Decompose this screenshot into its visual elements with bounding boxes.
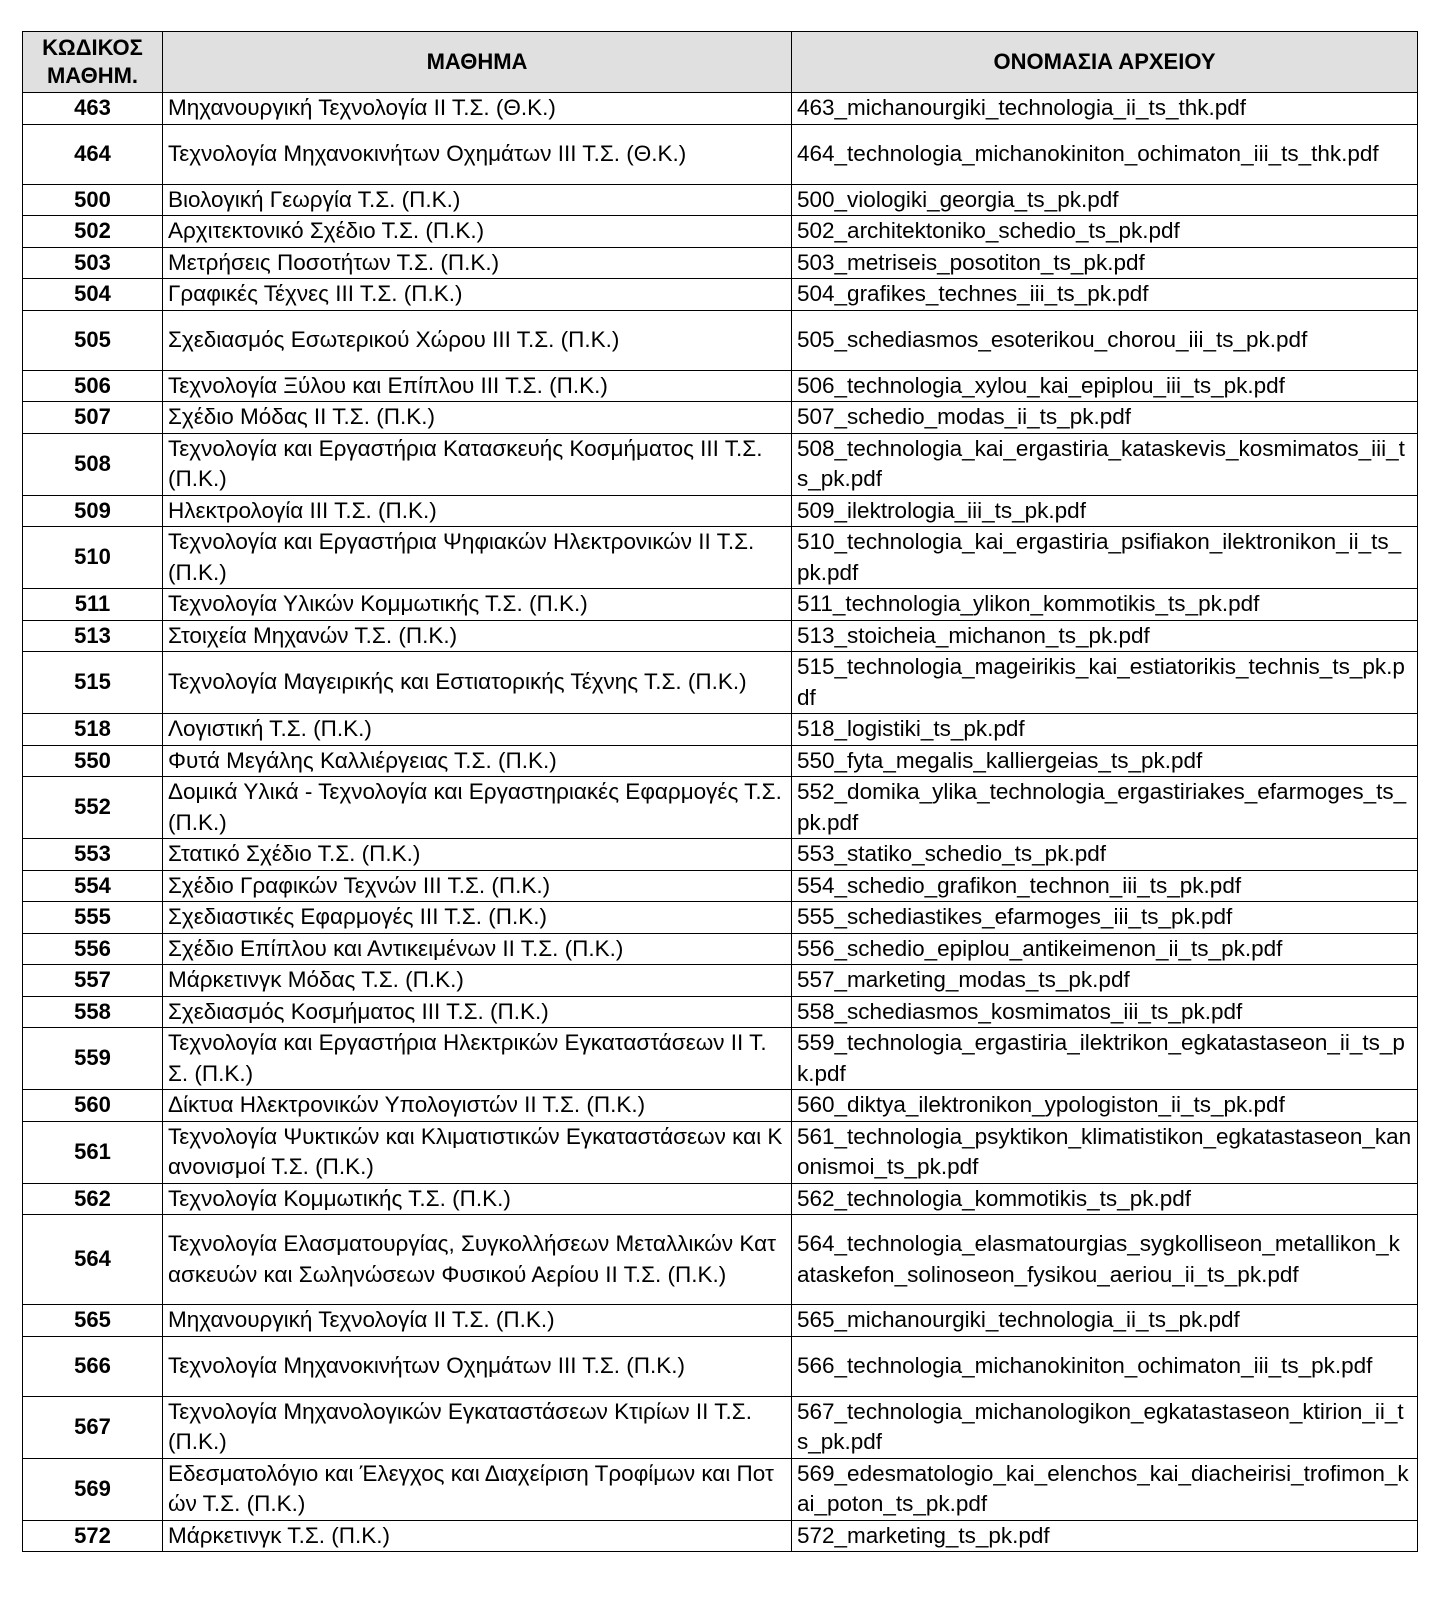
cell-course: Εδεσματολόγιο και Έλεγχος και Διαχείριση Τροφίμων και Ποτών Τ.Σ. (Π.Κ.) [163, 1458, 792, 1520]
cell-filename: 572_marketing_ts_pk.pdf [792, 1520, 1418, 1552]
cell-filename: 463_michanourgiki_technologia_ii_ts_thk.pdf [792, 93, 1418, 125]
table-row [23, 652, 1418, 714]
cell-code: 518 [23, 714, 163, 746]
cell-filename: 559_technologia_ergastiria_ilektrikon_egkatastaseon_ii_ts_pk.pdf [792, 1028, 1418, 1090]
table-row [23, 402, 1418, 434]
cell-code: 560 [23, 1090, 163, 1122]
cell-course: Αρχιτεκτονικό Σχέδιο Τ.Σ. (Π.Κ.) [163, 216, 792, 248]
cell-filename: 569_edesmatologio_kai_elenchos_kai_diacheirisi_trofimon_kai_poton_ts_pk.pdf [792, 1458, 1418, 1520]
table-row [23, 620, 1418, 652]
cell-code: 509 [23, 495, 163, 527]
cell-filename: 515_technologia_mageirikis_kai_estiatorikis_technis_ts_pk.pdf [792, 652, 1418, 714]
table-row [23, 714, 1418, 746]
table-row [23, 93, 1418, 125]
cell-code: 557 [23, 965, 163, 997]
cell-filename: 509_ilektrologia_iii_ts_pk.pdf [792, 495, 1418, 527]
cell-code: 558 [23, 996, 163, 1028]
cell-code: 463 [23, 93, 163, 125]
table-row [23, 1121, 1418, 1183]
cell-code: 569 [23, 1458, 163, 1520]
cell-course: Φυτά Μεγάλης Καλλιέργειας Τ.Σ. (Π.Κ.) [163, 745, 792, 777]
cell-course: Σχεδιαστικές Εφαρμογές ΙΙΙ Τ.Σ. (Π.Κ.) [163, 902, 792, 934]
cell-filename: 505_schediasmos_esoterikou_chorou_iii_ts_pk.pdf [792, 310, 1418, 370]
table-row [23, 870, 1418, 902]
cell-code: 505 [23, 310, 163, 370]
cell-code: 510 [23, 527, 163, 589]
cell-filename: 464_technologia_michanokiniton_ochimaton_iii_ts_thk.pdf [792, 124, 1418, 184]
table-row [23, 1458, 1418, 1520]
cell-filename: 508_technologia_kai_ergastiria_kataskevis_kosmimatos_iii_ts_pk.pdf [792, 433, 1418, 495]
cell-filename: 567_technologia_michanologikon_egkatastaseon_ktirion_ii_ts_pk.pdf [792, 1396, 1418, 1458]
table-row [23, 1183, 1418, 1215]
cell-filename: 513_stoicheia_michanon_ts_pk.pdf [792, 620, 1418, 652]
table-row [23, 216, 1418, 248]
cell-course: Σχέδιο Γραφικών Τεχνών ΙΙΙ Τ.Σ. (Π.Κ.) [163, 870, 792, 902]
table-row [23, 965, 1418, 997]
table-row [23, 1520, 1418, 1552]
cell-filename: 503_metriseis_posotiton_ts_pk.pdf [792, 247, 1418, 279]
table-row [23, 279, 1418, 311]
cell-code: 502 [23, 216, 163, 248]
table-row [23, 1215, 1418, 1305]
cell-filename: 566_technologia_michanokiniton_ochimaton_iii_ts_pk.pdf [792, 1336, 1418, 1396]
cell-code: 564 [23, 1215, 163, 1305]
cell-code: 500 [23, 184, 163, 216]
cell-code: 552 [23, 777, 163, 839]
cell-code: 507 [23, 402, 163, 434]
cell-filename: 564_technologia_elasmatourgias_sygkolliseon_metallikon_kataskefon_solinoseon_fysikou_aeriou_ii_ts_pk.pdf [792, 1215, 1418, 1305]
table-row [23, 745, 1418, 777]
cell-code: 556 [23, 933, 163, 965]
table-row [23, 589, 1418, 621]
header-filename: ΟΝΟΜΑΣΙΑ ΑΡΧΕΙΟΥ [792, 32, 1418, 93]
table-row [23, 1090, 1418, 1122]
table-row [23, 902, 1418, 934]
cell-course: Μάρκετινγκ Μόδας Τ.Σ. (Π.Κ.) [163, 965, 792, 997]
cell-course: Μάρκετινγκ Τ.Σ. (Π.Κ.) [163, 1520, 792, 1552]
cell-filename: 511_technologia_ylikon_kommotikis_ts_pk.pdf [792, 589, 1418, 621]
cell-code: 515 [23, 652, 163, 714]
cell-code: 561 [23, 1121, 163, 1183]
table-row [23, 433, 1418, 495]
table-row [23, 527, 1418, 589]
table-row [23, 933, 1418, 965]
cell-filename: 518_logistiki_ts_pk.pdf [792, 714, 1418, 746]
cell-code: 566 [23, 1336, 163, 1396]
cell-code: 506 [23, 370, 163, 402]
cell-course: Σχέδιο Μόδας ΙΙ Τ.Σ. (Π.Κ.) [163, 402, 792, 434]
cell-course: Σχέδιο Επίπλου και Αντικειμένων ΙΙ Τ.Σ. (Π.Κ.) [163, 933, 792, 965]
cell-filename: 560_diktya_ilektronikon_ypologiston_ii_ts_pk.pdf [792, 1090, 1418, 1122]
cell-course: Μηχανουργική Τεχνολογία ΙΙ Τ.Σ. (Π.Κ.) [163, 1305, 792, 1337]
table-row [23, 495, 1418, 527]
cell-course: Στοιχεία Μηχανών Τ.Σ. (Π.Κ.) [163, 620, 792, 652]
cell-course: Τεχνολογία και Εργαστήρια Ψηφιακών Ηλεκτρονικών ΙΙ Τ.Σ. (Π.Κ.) [163, 527, 792, 589]
cell-filename: 510_technologia_kai_ergastiria_psifiakon_ilektronikon_ii_ts_pk.pdf [792, 527, 1418, 589]
table-row [23, 310, 1418, 370]
cell-filename: 561_technologia_psyktikon_klimatistikon_egkatastaseon_kanonismoi_ts_pk.pdf [792, 1121, 1418, 1183]
cell-code: 553 [23, 839, 163, 871]
cell-course: Γραφικές Τέχνες ΙΙΙ Τ.Σ. (Π.Κ.) [163, 279, 792, 311]
cell-filename: 558_schediasmos_kosmimatos_iii_ts_pk.pdf [792, 996, 1418, 1028]
header-course: ΜΑΘΗΜΑ [163, 32, 792, 93]
table-row [23, 184, 1418, 216]
cell-filename: 500_viologiki_georgia_ts_pk.pdf [792, 184, 1418, 216]
cell-code: 508 [23, 433, 163, 495]
cell-course: Τεχνολογία Ελασματουργίας, Συγκολλήσεων Μεταλλικών Κατασκευών και Σωληνώσεων Φυσικού Αερίου ΙΙ Τ.Σ. (Π.Κ.) [163, 1215, 792, 1305]
cell-code: 550 [23, 745, 163, 777]
cell-filename: 506_technologia_xylou_kai_epiplou_iii_ts_pk.pdf [792, 370, 1418, 402]
header-row [23, 32, 1418, 93]
cell-course: Δομικά Υλικά - Τεχνολογία και Εργαστηριακές Εφαρμογές Τ.Σ. (Π.Κ.) [163, 777, 792, 839]
cell-filename: 507_schedio_modas_ii_ts_pk.pdf [792, 402, 1418, 434]
cell-course: Στατικό Σχέδιο Τ.Σ. (Π.Κ.) [163, 839, 792, 871]
cell-filename: 557_marketing_modas_ts_pk.pdf [792, 965, 1418, 997]
table-row [23, 839, 1418, 871]
cell-filename: 550_fyta_megalis_kalliergeias_ts_pk.pdf [792, 745, 1418, 777]
cell-course: Τεχνολογία και Εργαστήρια Ηλεκτρικών Εγκαταστάσεων ΙΙ Τ.Σ. (Π.Κ.) [163, 1028, 792, 1090]
table-row [23, 370, 1418, 402]
table-row [23, 1305, 1418, 1337]
cell-course: Λογιστική Τ.Σ. (Π.Κ.) [163, 714, 792, 746]
cell-filename: 555_schediastikes_efarmoges_iii_ts_pk.pdf [792, 902, 1418, 934]
table-row [23, 996, 1418, 1028]
table-row [23, 1336, 1418, 1396]
header-code: ΚΩΔΙΚΟΣ ΜΑΘΗΜ. [23, 32, 163, 93]
course-file-table [22, 31, 1418, 1552]
table-row [23, 777, 1418, 839]
cell-code: 503 [23, 247, 163, 279]
cell-code: 567 [23, 1396, 163, 1458]
cell-course: Τεχνολογία Μηχανολογικών Εγκαταστάσεων Κτιρίων ΙΙ Τ.Σ. (Π.Κ.) [163, 1396, 792, 1458]
cell-code: 504 [23, 279, 163, 311]
cell-code: 562 [23, 1183, 163, 1215]
table-row [23, 1028, 1418, 1090]
cell-course: Τεχνολογία Ξύλου και Επίπλου ΙΙΙ Τ.Σ. (Π.Κ.) [163, 370, 792, 402]
cell-filename: 565_michanourgiki_technologia_ii_ts_pk.pdf [792, 1305, 1418, 1337]
cell-course: Μετρήσεις Ποσοτήτων Τ.Σ. (Π.Κ.) [163, 247, 792, 279]
cell-code: 554 [23, 870, 163, 902]
cell-course: Τεχνολογία Ψυκτικών και Κλιματιστικών Εγκαταστάσεων και Κανονισμοί Τ.Σ. (Π.Κ.) [163, 1121, 792, 1183]
table-row [23, 124, 1418, 184]
cell-code: 565 [23, 1305, 163, 1337]
cell-filename: 502_architektoniko_schedio_ts_pk.pdf [792, 216, 1418, 248]
cell-code: 559 [23, 1028, 163, 1090]
cell-code: 555 [23, 902, 163, 934]
cell-course: Δίκτυα Ηλεκτρονικών Υπολογιστών ΙΙ Τ.Σ. (Π.Κ.) [163, 1090, 792, 1122]
cell-course: Σχεδιασμός Κοσμήματος ΙΙΙ Τ.Σ. (Π.Κ.) [163, 996, 792, 1028]
cell-course: Τεχνολογία Μαγειρικής και Εστιατορικής Τέχνης Τ.Σ. (Π.Κ.) [163, 652, 792, 714]
cell-filename: 556_schedio_epiplou_antikeimenon_ii_ts_pk.pdf [792, 933, 1418, 965]
cell-code: 513 [23, 620, 163, 652]
cell-course: Σχεδιασμός Εσωτερικού Χώρου ΙΙΙ Τ.Σ. (Π.Κ.) [163, 310, 792, 370]
cell-course: Τεχνολογία Υλικών Κομμωτικής Τ.Σ. (Π.Κ.) [163, 589, 792, 621]
cell-filename: 554_schedio_grafikon_technon_iii_ts_pk.pdf [792, 870, 1418, 902]
cell-course: Τεχνολογία και Εργαστήρια Κατασκευής Κοσμήματος ΙΙΙ Τ.Σ. (Π.Κ.) [163, 433, 792, 495]
cell-course: Τεχνολογία Μηχανοκινήτων Οχημάτων ΙΙΙ Τ.Σ. (Θ.Κ.) [163, 124, 792, 184]
cell-code: 572 [23, 1520, 163, 1552]
cell-filename: 553_statiko_schedio_ts_pk.pdf [792, 839, 1418, 871]
cell-course: Βιολογική Γεωργία Τ.Σ. (Π.Κ.) [163, 184, 792, 216]
cell-course: Τεχνολογία Κομμωτικής Τ.Σ. (Π.Κ.) [163, 1183, 792, 1215]
cell-code: 511 [23, 589, 163, 621]
cell-filename: 504_grafikes_technes_iii_ts_pk.pdf [792, 279, 1418, 311]
cell-code: 464 [23, 124, 163, 184]
cell-course: Μηχανουργική Τεχνολογία ΙΙ Τ.Σ. (Θ.Κ.) [163, 93, 792, 125]
cell-course: Τεχνολογία Μηχανοκινήτων Οχημάτων ΙΙΙ Τ.Σ. (Π.Κ.) [163, 1336, 792, 1396]
cell-filename: 552_domika_ylika_technologia_ergastiriakes_efarmoges_ts_pk.pdf [792, 777, 1418, 839]
cell-filename: 562_technologia_kommotikis_ts_pk.pdf [792, 1183, 1418, 1215]
table-row [23, 247, 1418, 279]
cell-course: Ηλεκτρολογία ΙΙΙ Τ.Σ. (Π.Κ.) [163, 495, 792, 527]
table-row [23, 1396, 1418, 1458]
